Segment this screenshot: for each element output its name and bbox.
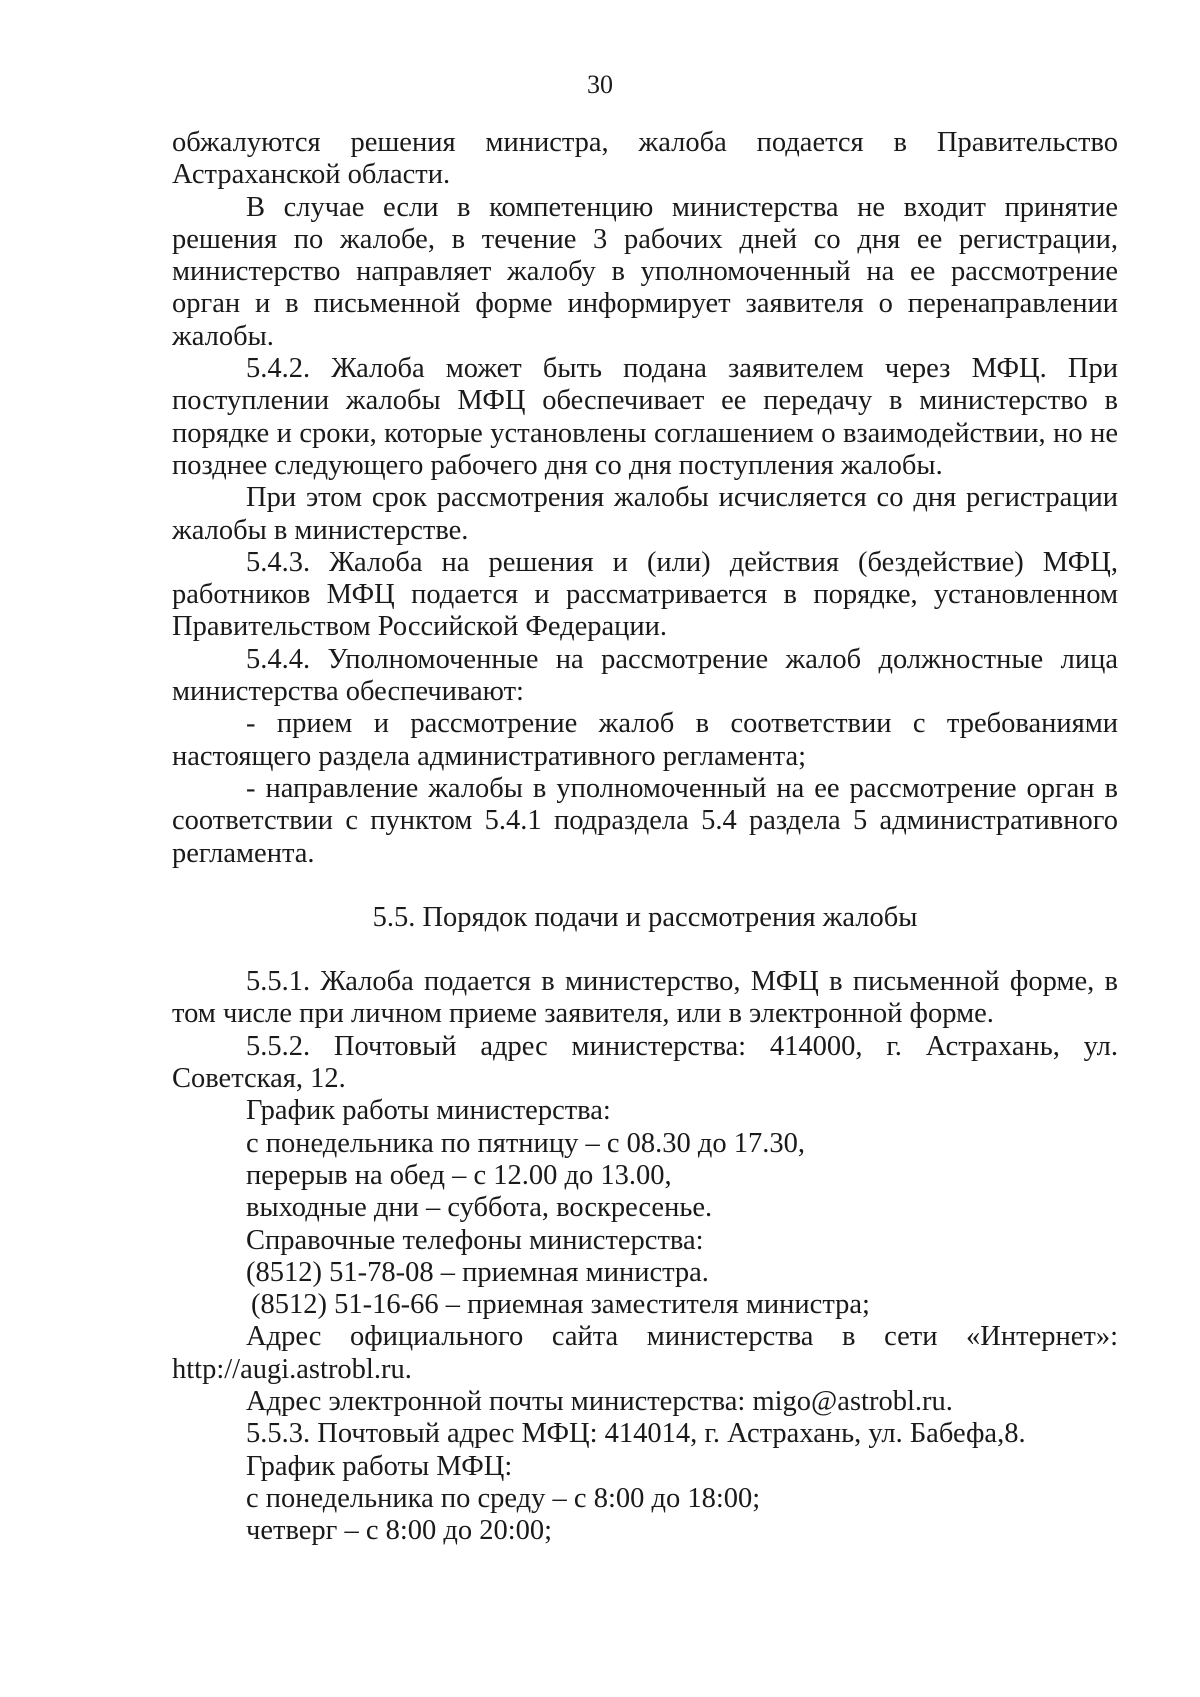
mfc-schedule-title: График работы МФЦ:: [246, 1450, 513, 1482]
document-body: [172, 127, 1118, 1547]
schedule-title: График работы министерства:: [246, 1095, 611, 1127]
paragraph-5-5-2: 5.5.2. Почтовый адрес министерства: 414000, г. Астрахань, ул. Советская, 12.: [172, 1030, 1118, 1095]
paragraph-5-4-4: 5.4.4. Уполномоченные на рассмотрение жалоб должностные лица министерства обеспечивают:: [172, 643, 1118, 708]
paragraph-appeal-minister: обжалуются решения министра, жалоба подается в Правительство: [172, 127, 1118, 158]
phone-minister: (8512) 51-78-08 – приемная министра.: [246, 1256, 709, 1288]
phone-deputy: (8512) 51-16-66 – приемная заместителя министра;: [251, 1289, 870, 1321]
schedule-weekdays: с понедельника по пятницу – с 08.30 до 17.30,: [246, 1127, 805, 1159]
paragraph-5-4-2: 5.4.2. Жалоба может быть подана заявителем через МФЦ. При поступлении жалобы МФЦ обеспечивает ее передачу в министерство в порядке и сроки, которые установлены соглашением о взаимодействии, но не позднее следующего рабочего дня со дня поступления жалобы.: [172, 353, 1118, 481]
list-item-redirect: - направление жалобы в уполномоченный на ее рассмотрение орган в соответствии с пунктом 5.4.1 подраздела 5.4 раздела 5 административного регламента.: [172, 772, 1118, 869]
schedule-lunch: перерыв на обед – с 12.00 до 13.00,: [246, 1159, 672, 1191]
mfc-schedule-thu: четверг – с 8:00 до 20:00;: [246, 1515, 553, 1547]
paragraph-5-4-3: 5.4.3. Жалоба на решения и (или) действия (бездействие) МФЦ, работников МФЦ подается и рассматривается в порядке, установленном Правительством Российской Федерации.: [172, 546, 1118, 643]
phones-title: Справочные телефоны министерства:: [246, 1224, 704, 1256]
page-number: 30: [587, 70, 613, 99]
paragraph-5-5-1: 5.5.1. Жалоба подается в министерство, МФЦ в письменной форме, в том числе при личном приеме заявителя, или в электронной форме.: [172, 966, 1118, 1030]
list-item-reception: - прием и рассмотрение жалоб в соответствии с требованиями настоящего раздела административного регламента;: [172, 708, 1118, 772]
paragraph-5-5-3: 5.5.3. Почтовый адрес МФЦ: 414014, г. Астрахань, ул. Бабефа,8.: [246, 1418, 1026, 1450]
section-heading: 5.5. Порядок подачи и рассмотрения жалобы: [372, 901, 918, 933]
paragraph-redirect-complaint: В случае если в компетенцию министерства не входит принятие решения по жалобе, в течение 3 рабочих дней со дня ее регистрации, министерство направляет жалобу в уполномоченный на ее рассмотрение орган и в письменной форме информирует заявителя о перенаправлении жалобы.: [172, 191, 1118, 352]
schedule-weekend: выходные дни – суббота, воскресенье.: [246, 1192, 713, 1224]
paragraph-review-term: При этом срок рассмотрения жалобы исчисляется со дня регистрации жалобы в министерстве.: [172, 482, 1118, 546]
mfc-schedule-mon-wed: с понедельника по среду – с 8:00 до 18:00;: [246, 1482, 761, 1514]
paragraph-appeal-minister-cont: Астраханской области.: [172, 159, 451, 191]
website-address: Адрес официального сайта министерства в сети «Интернет»: http://augi.astrobl.ru.: [172, 1321, 1118, 1385]
email-address: Адрес электронной почты министерства: migo@astrobl.ru.: [246, 1385, 953, 1417]
